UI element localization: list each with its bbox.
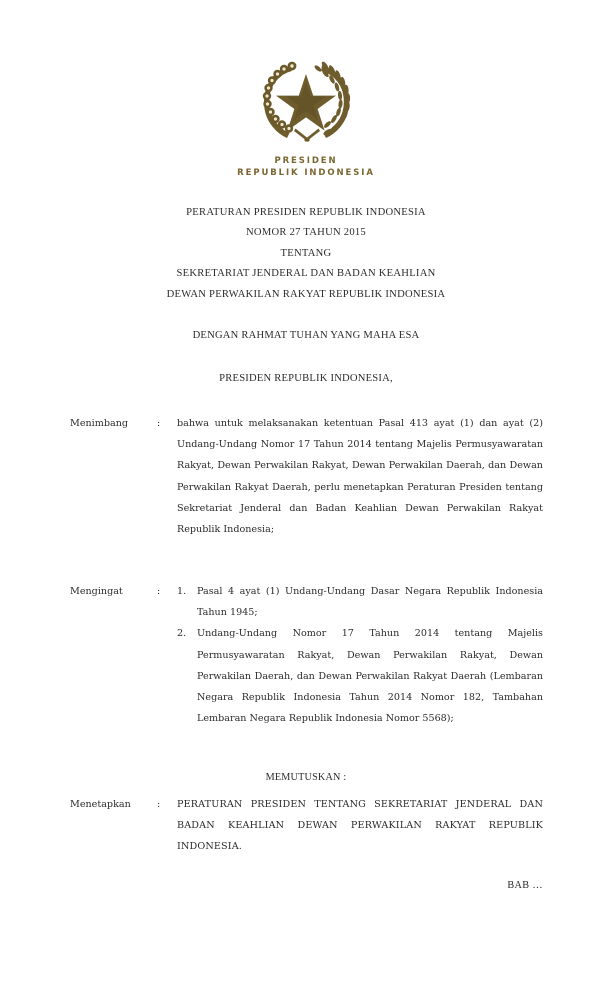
clause-menetapkan (70, 794, 543, 858)
presidential-emblem-block (0, 52, 612, 179)
clause-menetapkan-text: PERATURAN PRESIDEN TENTANG SEKRETARIAT JENDERAL DAN BADAN KEAHLIAN DEWAN PERWAKILAN RAKYAT REPUBLIK INDONESIA. (177, 799, 543, 853)
indonesian-presidential-seal-icon (254, 52, 358, 150)
emblem-caption-line1: PRESIDEN (274, 156, 338, 166)
clause-menimbang-body (177, 413, 543, 540)
title-line-number-year: NOMOR 27 TAHUN 2015 (246, 227, 366, 239)
clause-menetapkan-body (177, 794, 543, 858)
list-item (177, 581, 543, 623)
title-line-about: TENTANG (280, 247, 332, 259)
clause-menimbang-text: bahwa untuk melaksanakan ketentuan Pasal 413 ayat (1) dan ayat (2) Undang-Undang Nomor 17 Tahun 2014 tentang Majelis Permusyawaratan Rakyat, Dewan Perwakilan Rakyat, Dewan Perwakilan Daerah, dan Dewan Perwakilan Rakyat Daerah, perlu menetapkan Peraturan Presiden tentang Sekretariat Jenderal dan Badan Keahlian Dewan Perwakilan Rakyat Republik Indonesia; (177, 418, 543, 536)
legal-basis-list (177, 581, 543, 729)
clause-menimbang-label: Menimbang (70, 418, 129, 429)
clause-mengingat (70, 581, 543, 729)
clause-mengingat-body (177, 581, 543, 729)
clause-mengingat-colon: : (157, 586, 161, 597)
title-line-subject-2: DEWAN PERWAKILAN RAKYAT REPUBLIK INDONESIA (166, 288, 446, 300)
title-line-subject-1: SEKRETARIAT JENDERAL DAN BADAN KEAHLIAN (176, 268, 436, 280)
list-item-number: 2. (177, 628, 187, 640)
list-item-text: Undang-Undang Nomor 17 Tahun 2014 tentang Majelis Permusyawaratan Rakyat, Dewan Perwakilan Rakyat, Dewan Perwakilan Daerah, dan Dewan Perwakilan Rakyat Daerah (Lembaran Negara Republik Indonesia Tahun 2014 Nomor 182, Tambahan Lembaran Negara Republik Indonesia Nomor 5568); (197, 628, 543, 725)
memutuskan-heading: MEMUTUSKAN : (265, 772, 347, 783)
list-item-text: Pasal 4 ayat (1) Undang-Undang Dasar Negara Republik Indonesia Tahun 1945; (197, 586, 543, 619)
list-item (177, 623, 543, 729)
title-line-regulation-type: PERATURAN PRESIDEN REPUBLIK INDONESIA (186, 207, 426, 218)
blessing-line: DENGAN RAHMAT TUHAN YANG MAHA ESA (192, 330, 420, 341)
clause-menetapkan-label: Menetapkan (70, 799, 131, 810)
list-item-number: 1. (177, 586, 187, 597)
issuing-authority-line: PRESIDEN REPUBLIK INDONESIA, (219, 373, 393, 384)
emblem-caption (0, 156, 612, 179)
clause-menimbang-colon: : (157, 418, 161, 429)
clause-menetapkan-colon: : (157, 799, 161, 810)
clause-mengingat-label: Mengingat (70, 586, 123, 597)
clause-menimbang (70, 413, 543, 540)
emblem-caption-line2: REPUBLIK INDONESIA (237, 167, 375, 178)
document-title-block (0, 203, 612, 305)
page-continuation-marker: BAB … (507, 880, 543, 891)
